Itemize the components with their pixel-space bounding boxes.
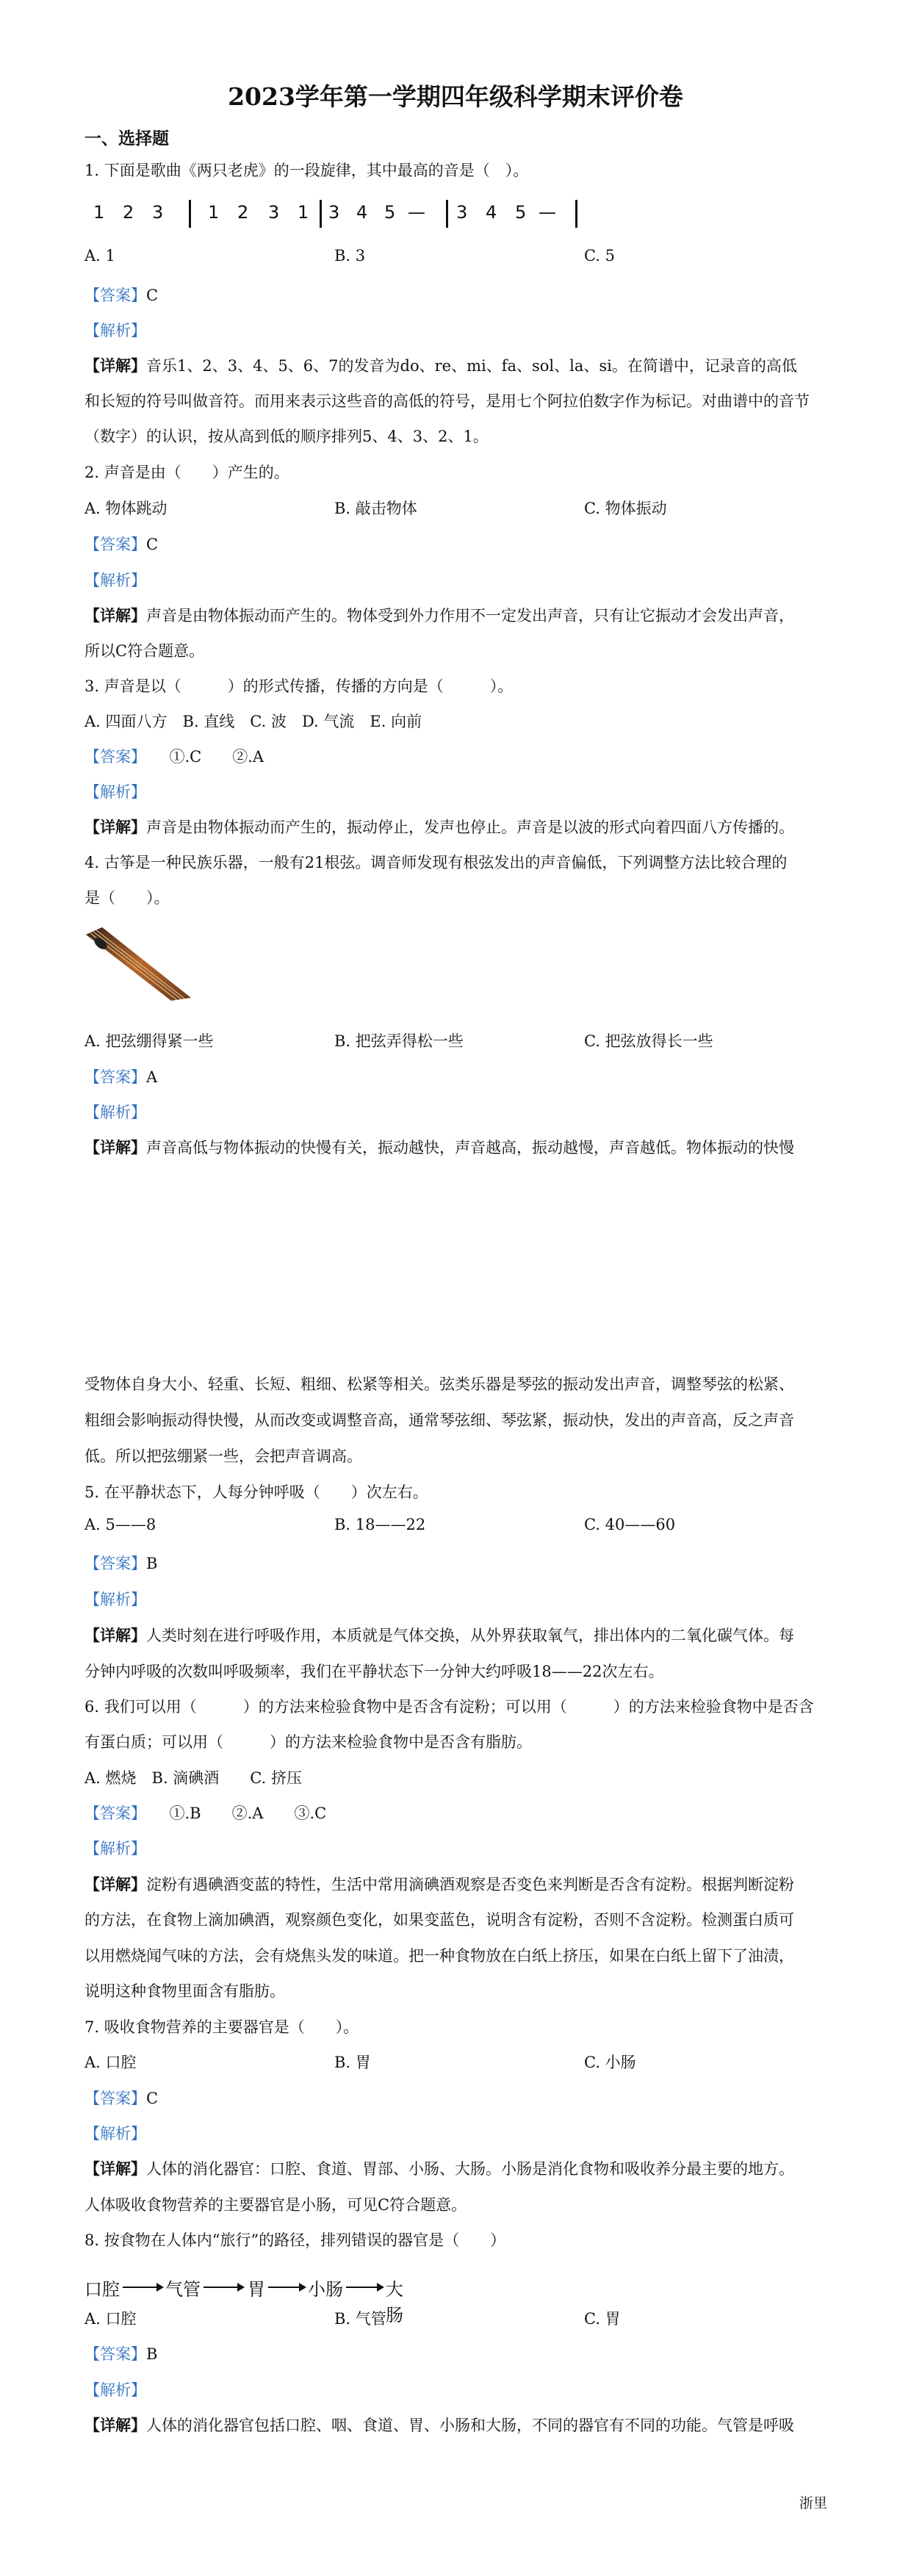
page-footer: 浙里 [799, 2495, 827, 2511]
q7-stem: 7. 吸收食物营养的主要器官是（ ）。 [84, 2018, 359, 2036]
organ-label: 大肠 [386, 2279, 403, 2325]
q5-detail-line: 分钟内呼吸的次数叫呼吸频率，我们在平静状态下一分钟大约呼吸18——22次左右。 [84, 1663, 664, 1680]
note: 3 [328, 202, 340, 223]
analysis-label: 【解析】 [84, 2125, 146, 2143]
q4-detail-line: 粗细会影响振动得快慢，从而改变或调整音高，通常琴弦细、琴弦紧，振动快，发出的声音高，反之声音 [84, 1411, 794, 1429]
q8-detail-line: 【详解】人体的消化器官包括口腔、咽、食道、胃、小肠和大肠，不同的器官有不同的功能。气管是呼吸 [84, 2416, 794, 2434]
q8-analysis [84, 2378, 146, 2400]
q7-answer [84, 2087, 158, 2109]
q4-detail-line: 【详解】声音高低与物体振动的快慢有关，振动越快，声音越高，振动越慢，声音越低。物体振动的快慢 [84, 1138, 794, 1156]
q4-analysis [84, 1101, 146, 1123]
analysis-label: 【解析】 [84, 783, 146, 801]
q6-detail-line: 以用燃烧闻气味的方法，会有烧焦头发的味道。把一种食物放在白纸上挤压，如果在白纸上留下了油渍， [84, 1947, 794, 1965]
bar-line [320, 200, 322, 228]
detail-label: 【详解】 [84, 1875, 146, 1893]
bar-line [446, 200, 448, 228]
q6-analysis [84, 1837, 146, 1859]
arrow-right-icon [123, 2281, 164, 2294]
q8-option-c: C. 胃 [584, 2310, 621, 2328]
q8-option-a: A. 口腔 [84, 2310, 137, 2328]
q7-detail-line: 【详解】人体的消化器官：口腔、食道、胃部、小肠、大肠。小肠是消化食物和吸收养分最主要的地方。 [84, 2159, 794, 2178]
arrow-right-icon [268, 2281, 306, 2294]
q1-analysis [84, 319, 146, 341]
note: 4 [356, 202, 368, 223]
note: 1 [298, 202, 309, 223]
detail-label: 【详解】 [84, 606, 146, 625]
q5-analysis [84, 1588, 146, 1610]
q7-option-b: B. 胃 [334, 2054, 371, 2071]
q1-option-c: C. 5 [584, 247, 616, 265]
analysis-label: 【解析】 [84, 322, 146, 339]
organ-label: 口腔 [84, 2279, 120, 2300]
q1-option-a: A. 1 [84, 247, 115, 265]
answer-value: C [146, 536, 159, 553]
q6-answer [84, 1802, 326, 1824]
section-heading: 一、选择题 [84, 129, 169, 148]
note: — [408, 202, 425, 223]
q1-stem: 1. 下面是歌曲《两只老虎》的一段旋律，其中最高的音是（ ）。 [84, 162, 529, 179]
q2-option-c: C. 物体振动 [584, 500, 667, 517]
note: 5 [384, 202, 396, 223]
q7-option-c: C. 小肠 [584, 2054, 636, 2071]
q5-detail-line: 【详解】人类时刻在进行呼吸作用，本质就是气体交换，从外界获取氧气，排出体内的二氧化碳气体。每 [84, 1626, 794, 1644]
note: 2 [123, 202, 134, 223]
detail-label: 【详解】 [84, 818, 146, 836]
q2-stem: 2. 声音是由（ ）产生的。 [84, 464, 289, 481]
q4-detail-line: 低。所以把弦绷紧一些，会把声音调高。 [84, 1447, 362, 1465]
answer-label: 【答案】 [84, 287, 146, 304]
bar-line [575, 200, 577, 228]
note: 2 [237, 202, 249, 223]
q1-detail-line: 【详解】音乐1、2、3、4、5、6、7的发音为do、re、mi、fa、sol、la、si。在简谱中，记录音的高低 [84, 356, 797, 375]
answer-value: C [146, 2090, 159, 2107]
note: 3 [456, 202, 468, 223]
arrow-right-icon [204, 2281, 245, 2294]
answer-value: A [146, 1068, 158, 1086]
answer-value: C [146, 287, 159, 304]
q5-answer [84, 1552, 157, 1574]
q8-answer [84, 2342, 157, 2364]
detail-label: 【详解】 [84, 2159, 146, 2178]
q5-option-c: C. 40——60 [584, 1516, 676, 1533]
q8-stem: 8. 按食物在人体内“旅行”的路径，排列错误的器官是（ ） [84, 2231, 506, 2249]
q5-stem: 5. 在平静状态下，人每分钟呼吸（ ）次左右。 [84, 1483, 428, 1501]
answer-label: 【答案】 [84, 1068, 146, 1086]
analysis-label: 【解析】 [84, 572, 146, 589]
q4-answer [84, 1065, 157, 1087]
guzheng-image [84, 927, 191, 1001]
q3-stem: 3. 声音是以（ ）的形式传播，传播的方向是（ ）。 [84, 677, 514, 695]
note: 4 [486, 202, 497, 223]
answer-label: 【答案】 [84, 2345, 146, 2363]
q1-melody-notation [84, 200, 584, 229]
q4-stem-line: 4. 古筝是一种民族乐器，一般有21根弦。调音师发现有根弦发出的声音偏低，下列调整方法比较合理的 [84, 854, 788, 871]
answer-value: B [146, 2345, 158, 2363]
answer-label: 【答案】 [84, 1805, 139, 1822]
note: 3 [268, 202, 280, 223]
q4-stem-line: 是（ ）。 [84, 889, 170, 907]
q6-detail-line: 的方法，在食物上滴加碘酒，观察颜色变化，如果变蓝色，说明含有淀粉，否则不含淀粉。检测蛋白质可 [84, 1911, 794, 1929]
q2-option-a: A. 物体跳动 [84, 500, 168, 517]
q1-option-b: B. 3 [334, 247, 366, 265]
q3-analysis [84, 780, 146, 802]
q6-options: A. 燃烧 B. 滴碘酒 C. 挤压 [84, 1769, 302, 1787]
page-title: 2023学年第一学期四年级科学期末评价卷 [228, 82, 683, 111]
q5-option-b: B. 18——22 [334, 1516, 426, 1533]
q4-option-c: C. 把弦放得长一些 [584, 1032, 713, 1050]
q5-option-a: A. 5——8 [84, 1516, 156, 1533]
q3-detail-line: 【详解】声音是由物体振动而产生的，振动停止，发声也停止。声音是以波的形式向着四面八方传播的。 [84, 818, 794, 836]
answer-value: B [146, 1555, 158, 1572]
analysis-label: 【解析】 [84, 1840, 146, 1857]
q8-option-b: B. 气管 [334, 2310, 386, 2328]
q3-options: A. 四面八方 B. 直线 C. 波 D. 气流 E. 向前 [84, 713, 422, 730]
note: 1 [93, 202, 105, 223]
answer-label: 【答案】 [84, 2090, 146, 2107]
detail-label: 【详解】 [84, 1138, 146, 1156]
q6-detail-line: 【详解】淀粉有遇碘酒变蓝的特性，生活中常用滴碘酒观察是否变色来判断是否含有淀粉。根据判断淀粉 [84, 1875, 794, 1893]
q2-option-b: B. 敲击物体 [334, 500, 417, 517]
analysis-label: 【解析】 [84, 2381, 146, 2399]
q7-option-a: A. 口腔 [84, 2054, 137, 2071]
q1-detail-line: 和长短的符号叫做音符。而用来表示这些音的高低的符号，是用七个阿拉伯数字作为标记。对曲谱中的音节 [84, 392, 810, 410]
q4-option-b: B. 把弦弄得松一些 [334, 1032, 464, 1050]
q2-detail-line: 【详解】声音是由物体振动而产生的。物体受到外力作用不一定发出声音，只有让它振动才会发出声音， [84, 606, 794, 625]
answer-label: 【答案】 [84, 536, 146, 553]
q2-detail-line: 所以C符合题意。 [84, 642, 205, 660]
answer-value: ①.B ②.A ③.C [169, 1805, 327, 1822]
q3-answer [84, 745, 264, 767]
answer-label: 【答案】 [84, 748, 139, 766]
note: 5 [515, 202, 527, 223]
answer-label: 【答案】 [84, 1555, 146, 1572]
q4-detail-line: 受物体自身大小、轻重、长短、粗细、松紧等相关。弦类乐器是琴弦的振动发出声音，调整琴弦的松紧、 [84, 1375, 794, 1393]
q4-option-a: A. 把弦绷得紧一些 [84, 1032, 214, 1050]
arrow-right-icon [346, 2281, 384, 2294]
organ-label: 气管 [165, 2279, 201, 2300]
q6-detail-line: 说明这种食物里面含有脂肪。 [84, 1982, 285, 2000]
organ-label: 小肠 [308, 2279, 343, 2300]
analysis-label: 【解析】 [84, 1591, 146, 1608]
q2-answer [84, 533, 158, 555]
note: 3 [152, 202, 164, 223]
q7-analysis [84, 2122, 146, 2144]
q6-stem-line: 有蛋白质；可以用（ ）的方法来检验食物中是否含有脂肪。 [84, 1733, 532, 1751]
q1-detail-line: （数字）的认识，按从高到低的顺序排列5、4、3、2、1。 [84, 428, 489, 445]
note: 1 [208, 202, 220, 223]
q2-analysis [84, 569, 146, 591]
answer-value: ①.C ②.A [169, 748, 264, 766]
bar-line [189, 200, 191, 228]
analysis-label: 【解析】 [84, 1104, 146, 1121]
detail-label: 【详解】 [84, 2416, 146, 2434]
organ-label: 胃 [248, 2279, 265, 2300]
detail-label: 【详解】 [84, 356, 146, 375]
q1-answer [84, 284, 158, 306]
q6-stem-line: 6. 我们可以用（ ）的方法来检验食物中是否含有淀粉；可以用（ ）的方法来检验食物中是否含 [84, 1698, 814, 1716]
detail-label: 【详解】 [84, 1626, 146, 1644]
note: — [539, 202, 556, 223]
q7-detail-line: 人体吸收食物营养的主要器官是小肠，可见C符合题意。 [84, 2196, 467, 2214]
